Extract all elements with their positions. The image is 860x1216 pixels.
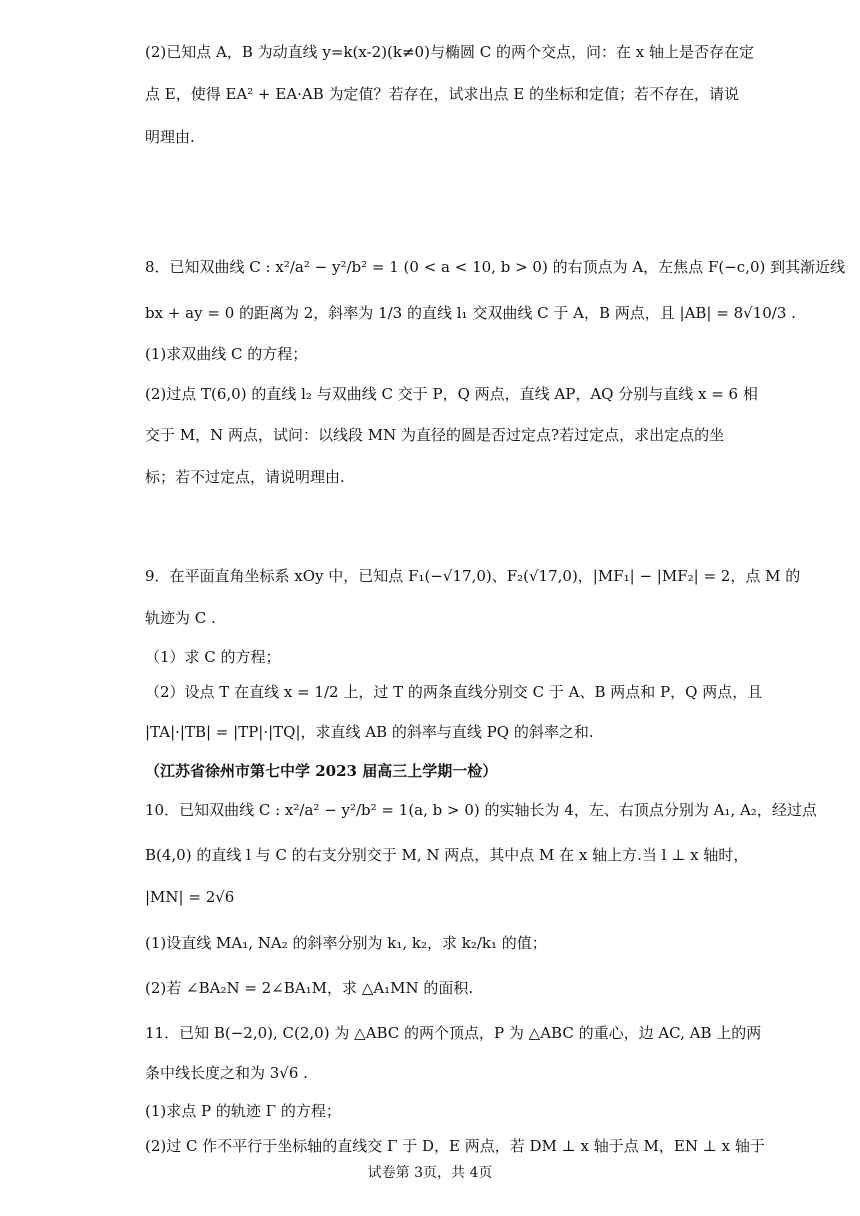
p11-part2-line1: (2)过 C 作不平行于坐标轴的直线交 Γ 于 D，E 两点，若 DM ⊥ x 轴于点 M，EN ⊥ x 轴于: [145, 1137, 765, 1155]
p10-stem-line3: |MN| = 2√6: [145, 888, 235, 906]
p7-part2-line1: (2)已知点 A，B 为动直线 y=k(x-2)(k≠0)与椭圆 C 的两个交点，问：在 x 轴上是否存在定: [145, 43, 754, 61]
p8-stem-line2: bx + ay = 0 的距离为 2，斜率为 1/3 的直线 l₁ 交双曲线 C 于 A，B 两点，且 |AB| = 8√10/3 .: [145, 304, 796, 322]
p10-part1: (1)设直线 MA₁, NA₂ 的斜率分别为 k₁, k₂，求 k₂/k₁ 的值；: [145, 934, 547, 952]
p9-part2-line1: （2）设点 T 在直线 x = 1/2 上，过 T 的两条直线分别交 C 于 A、B 两点和 P，Q 两点，且: [145, 683, 763, 701]
p7-part2-line2: 点 E，使得 EA² + EA·AB 为定值？若存在，试求出点 E 的坐标和定值；若不存在，请说: [145, 85, 740, 103]
p9-source: （江苏省徐州市第七中学 2023 届高三上学期一检）: [145, 762, 498, 780]
p11-part1: (1)求点 P 的轨迹 Γ 的方程；: [145, 1102, 341, 1120]
p11-stem-line2: 条中线长度之和为 3√6 .: [145, 1064, 308, 1082]
p8-part2-line3: 标；若不过定点，请说明理由.: [145, 468, 345, 486]
p11-stem-line1: 11．已知 B(−2,0), C(2,0) 为 △ABC 的两个顶点，P 为 △ABC 的重心，边 AC, AB 上的两: [145, 1024, 762, 1042]
p10-stem-line1: 10．已知双曲线 C : x²/a² − y²/b² = 1(a, b > 0) 的实轴长为 4，左、右顶点分别为 A₁, A₂，经过点: [145, 801, 817, 819]
p8-part1: (1)求双曲线 C 的方程；: [145, 345, 308, 363]
p8-part2-line1: (2)过点 T(6,0) 的直线 l₂ 与双曲线 C 交于 P，Q 两点，直线 AP，AQ 分别与直线 x = 6 相: [145, 385, 758, 403]
p8-stem-line1: 8．已知双曲线 C : x²/a² − y²/b² = 1 (0 < a < 10, b > 0) 的右顶点为 A，左焦点 F(−c,0) 到其渐近线: [145, 258, 846, 276]
p9-part1: （1）求 C 的方程；: [145, 648, 281, 666]
p7-part2-line3: 明理由.: [145, 128, 195, 146]
p9-stem-line1: 9．在平面直角坐标系 xOy 中，已知点 F₁(−√17,0)、F₂(√17,0)，|MF₁| − |MF₂| = 2，点 M 的: [145, 567, 801, 585]
page-footer: 试卷第 3页，共 4页: [367, 1165, 493, 1181]
p9-stem-line2: 轨迹为 C .: [145, 609, 216, 627]
p10-stem-line2: B(4,0) 的直线 l 与 C 的右支分别交于 M, N 两点，其中点 M 在 x 轴上方.当 l ⊥ x 轴时，: [145, 846, 749, 864]
p10-part2: (2)若 ∠BA₂N = 2∠BA₁M，求 △A₁MN 的面积.: [145, 979, 474, 997]
p9-part2-line2: |TA|·|TB| = |TP|·|TQ|，求直线 AB 的斜率与直线 PQ 的斜率之和.: [145, 723, 594, 741]
p8-part2-line2: 交于 M，N 两点，试问：以线段 MN 为直径的圆是否过定点?若过定点，求出定点的坐: [145, 426, 725, 444]
